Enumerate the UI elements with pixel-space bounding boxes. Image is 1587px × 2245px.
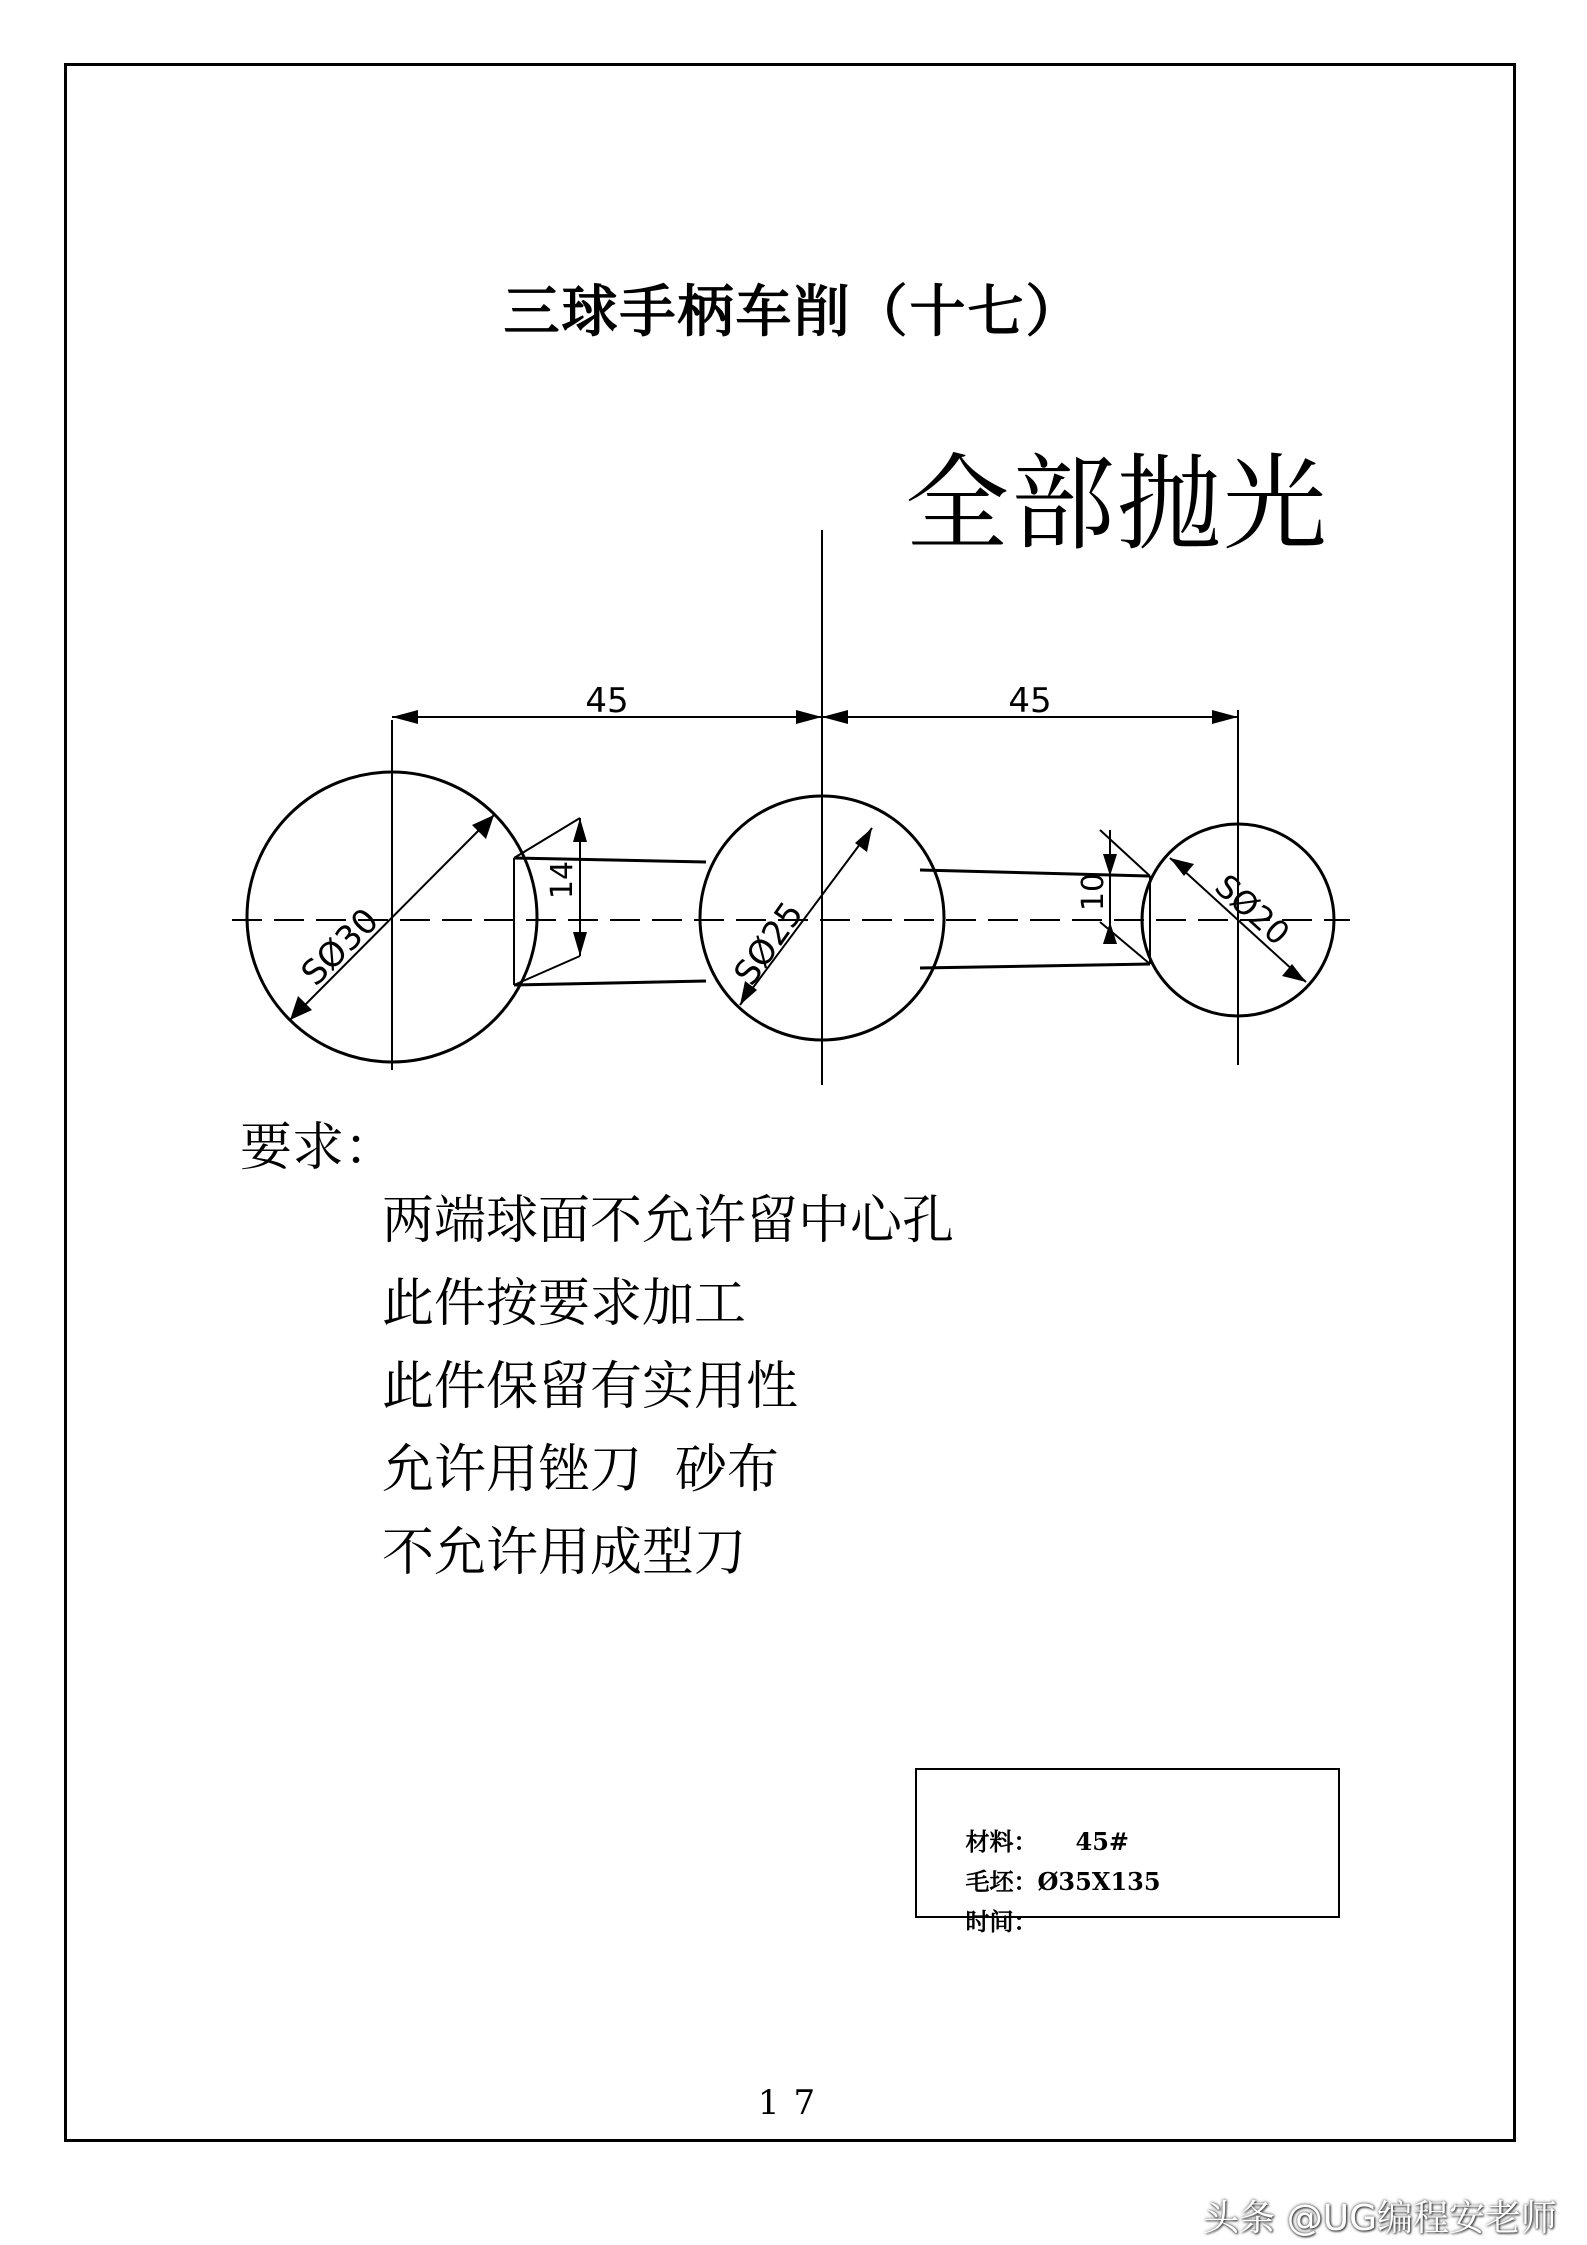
neck-right-label: 10 xyxy=(1076,872,1111,912)
document-title: 三球手柄车削（十七） xyxy=(503,279,1084,345)
neck-left-bottom xyxy=(514,981,706,985)
blank-value: Ø35X135 xyxy=(1037,1867,1161,1896)
material-info-box xyxy=(915,1768,1340,1936)
dim-text-top-left: 45 xyxy=(585,681,629,721)
material-value: 45# xyxy=(1075,1827,1130,1856)
polish-note: 全部抛光 xyxy=(905,443,1330,565)
ball-left-label: SØ30 xyxy=(293,900,387,994)
ball-right-label: SØ20 xyxy=(1207,866,1298,953)
page-number: 17 xyxy=(757,2083,830,2123)
requirements-heading: 要求： xyxy=(240,1118,397,1178)
neck-right-leader-top xyxy=(1100,830,1150,876)
neck-left-top xyxy=(514,858,706,862)
requirement-item: 两端球面不允许留中心孔 xyxy=(382,1191,955,1251)
watermark: 头条 @UG编程安老师 xyxy=(1203,2198,1557,2239)
neck-right-top xyxy=(920,870,1150,876)
neck-left-leader-bottom xyxy=(514,956,580,985)
blank-label: 毛坯： xyxy=(965,1867,1038,1896)
material-label: 材料： xyxy=(965,1827,1038,1856)
dim-text-top-right: 45 xyxy=(1008,681,1052,721)
time-label: 时间： xyxy=(965,1907,1038,1936)
requirement-item: 不允许用成型刀 xyxy=(382,1523,747,1583)
neck-left-leader-top xyxy=(514,818,580,858)
requirement-item: 允许用锉刀 砂布 xyxy=(382,1440,780,1500)
ball-middle-label: SØ25 xyxy=(726,894,812,993)
neck-right-bottom xyxy=(920,964,1150,968)
requirement-item: 此件保留有实用性 xyxy=(382,1357,799,1417)
requirements-list xyxy=(382,1180,954,1595)
material-row xyxy=(935,1782,1320,1856)
requirement-item: 此件按要求加工 xyxy=(382,1274,747,1334)
neck-left-label: 14 xyxy=(545,860,580,900)
